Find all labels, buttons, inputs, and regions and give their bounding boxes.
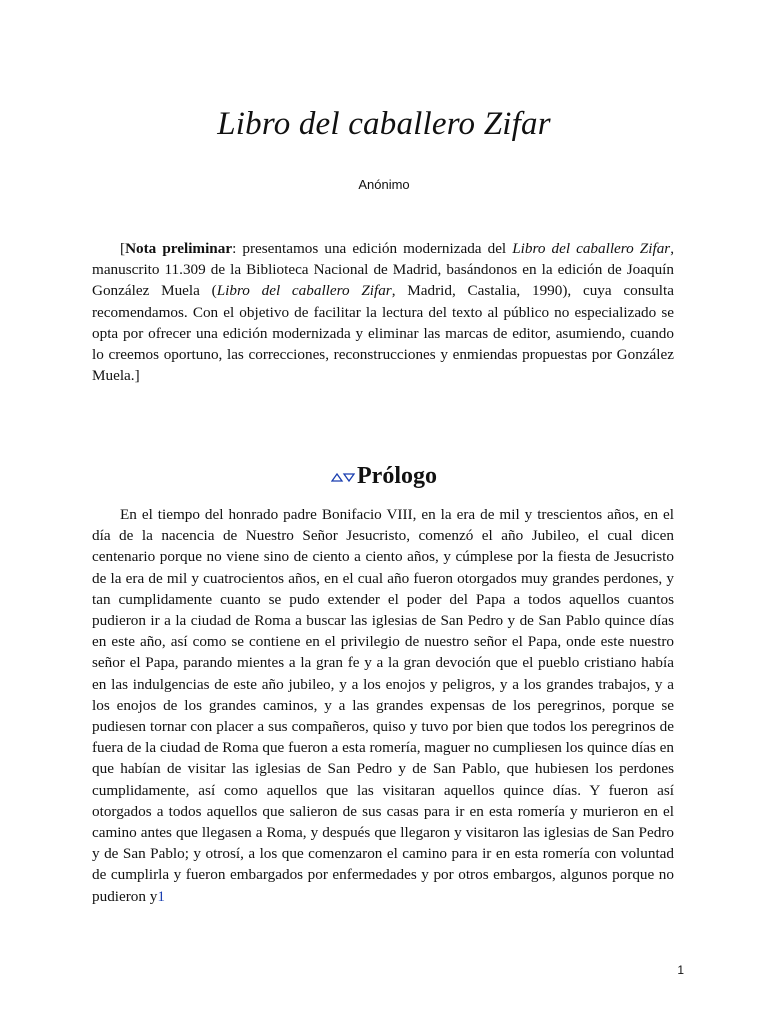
note-label: Nota preliminar — [125, 240, 233, 257]
section-heading — [0, 460, 768, 492]
prologue-text: En el tiempo del honrado padre Bonifacio VIII, en la era de mil y trescientos años, en el día de la nacencia de Nuestro Señor Jesucristo, comenzó el año Jubileo, el cual dicen centenario porque no viene sino de ciento a ciento años, y cúmplese por la fiesta de Jesucristo de la era de mil y cuatrocientos años, en el cual año fueron otorgados muy grandes perdones, y tan cumplidamente cuanto se pudo extender el poder del Papa a todos aquellos cuantos pudieron ir a la ciudad de Roma a buscar las iglesias de San Pedro y de San Pablo quince días en este año, así como se contiene en el privilegio de nuestro señor el Papa, onde este nuestro señor el Papa, parando mientes a la gran fe y a la gran devoción que el pueblo cristiano había en las indulgencias de este año jubileo, y a los enojos y peligros, y a los grandes trabajos, y a los enojos de los grandes caminos, y a las grandes expensas de los peregrinos, porque se pudiesen tornar con placer a sus compañeros, quiso y tuvo por bien que todos los peregrinos de fuera de la ciudad de Roma que fueron a esta romería, maguer no cumpliesen los quince días en que habían de visitar las iglesias de San Pedro y de San Pablo, que hubiesen los perdones cumplidamente, así como aquellos que las visitaran aquellos quince días. Y fueron así otorgados a todos aquellos que salieron de sus casas para ir en esta romería y murieron en el camino antes que llegasen a Roma, y después que llegaron y visitaron las iglesias de San Pedro y de San Pablo; y otrosí, a los que comenzaron el camino para ir en esta romería con voluntad de cumplirla y fueron embargados por enfermedades y por otros embargos, algunos porque no pudieron y — [92, 506, 674, 905]
note-edition-title: Libro del caballero Zifar — [216, 282, 392, 300]
up-down-triangles-icon[interactable] — [331, 471, 355, 483]
note-text-1: : presentamos una edición modernizada del — [232, 240, 513, 257]
section-heading-label: Prólogo — [357, 463, 437, 489]
note-text-2: , manuscrito 11.309 de la Biblioteca Nacional de Madrid, basándonos en la edición de Joaquín González Muela ( — [92, 240, 674, 300]
note-book-title: Libro del caballero Zifar — [512, 240, 671, 257]
note-text-3: , Madrid, Castalia, 1990), cuya consulta recomendamos. Con el objetivo de facilitar la lectura del texto al público no especializado se opta por ofrecer una edición modernizada y eliminar las marcas de editor, asumiendo, cuando lo creemos oportuno, las correcciones, reconstrucciones y enmiendas propuestas por González Muela. — [92, 282, 674, 385]
prologue-paragraph — [92, 504, 674, 907]
note-close-bracket: ] — [134, 367, 140, 385]
continuation-link[interactable]: 1 — [157, 887, 165, 905]
document-title: Libro del caballero Zifar — [217, 106, 551, 142]
preliminary-note — [92, 238, 674, 386]
note-open-bracket: [ — [120, 240, 126, 257]
page-number: 1 — [677, 963, 684, 977]
author-name: Anónimo — [358, 177, 410, 192]
